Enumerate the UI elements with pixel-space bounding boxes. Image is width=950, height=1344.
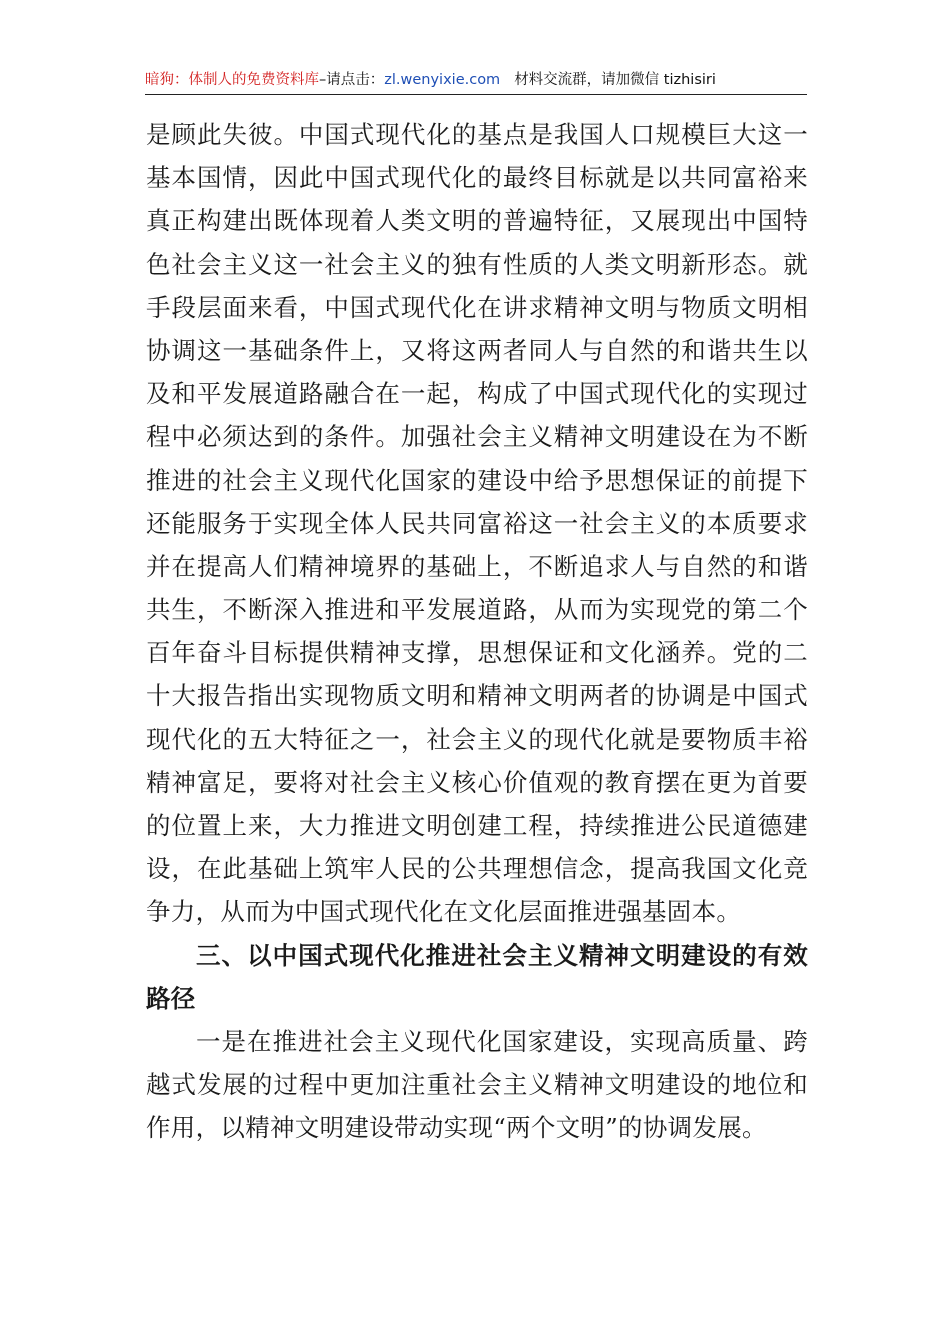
- paragraph-1: [146, 113, 808, 934]
- paragraph-2: [146, 1020, 808, 1150]
- header-wechat-note: 材料交流群，请加微信 tizhisiri: [514, 72, 716, 88]
- text-line: 共生，不断深入推进和平发展道路，从而为实现党的第二个: [146, 595, 808, 625]
- text-line: 真正构建出既体现着人类文明的普遍特征，又展现出中国特: [146, 206, 808, 236]
- text-line: 精神富足，要将对社会主义核心价值观的教育摆在更为首要: [146, 767, 808, 797]
- text-line: 百年奋斗目标提供精神支撑，思想保证和文化涵养。党的二: [146, 638, 808, 668]
- text-line: 及和平发展道路融合在一起，构成了中国式现代化的实现过: [146, 379, 808, 409]
- text-line: 色社会主义这一社会主义的独有性质的人类文明新形态。就: [146, 249, 808, 279]
- text-line: 基本国情，因此中国式现代化的最终目标就是以共同富裕来: [146, 163, 808, 193]
- document-body: [146, 113, 808, 1150]
- text-line: 现代化的五大特征之一，社会主义的现代化就是要物质丰裕: [146, 724, 808, 754]
- text-line: 手段层面来看，中国式现代化在讲求精神文明与物质文明相: [146, 292, 808, 322]
- text-line: 争力，从而为中国式现代化在文化层面推进强基固本。: [146, 897, 742, 927]
- text-line: 还能服务于实现全体人民共同富裕这一社会主义的本质要求: [146, 508, 808, 538]
- text-line: 是顾此失彼。中国式现代化的基点是我国人口规模巨大这一: [146, 120, 808, 149]
- text-line: 并在提高人们精神境界的基础上，不断追求人与自然的和谐: [146, 551, 808, 581]
- text-line: 程中必须达到的条件。加强社会主义精神文明建设在为不断: [146, 422, 808, 452]
- text-line: 推进的社会主义现代化国家的建设中给予思想保证的前提下: [146, 465, 808, 495]
- header-site-name: 暗狗：体制人的免费资料库: [145, 72, 319, 88]
- page-header: [145, 70, 807, 95]
- section-heading: [146, 934, 808, 1020]
- text-line: 十大报告指出实现物质文明和精神文明两者的协调是中国式: [146, 681, 808, 711]
- section-heading-line: 三、以中国式现代化推进社会主义精神文明建设的有效: [196, 940, 808, 970]
- text-line: 设，在此基础上筑牢人民的公共理想信念，提高我国文化竞: [146, 854, 808, 884]
- section-heading-line: 路径: [146, 983, 196, 1013]
- header-url-link[interactable]: zl.wenyixie.com: [384, 72, 501, 88]
- text-line: 越式发展的过程中更加注重社会主义精神文明建设的地位和: [146, 1070, 808, 1100]
- text-line: 协调这一基础条件上，又将这两者同人与自然的和谐共生以: [146, 335, 808, 365]
- text-line: 的位置上来，大力推进文明创建工程，持续推进公民道德建: [146, 811, 808, 840]
- text-line: 一是在推进社会主义现代化国家建设，实现高质量、跨: [196, 1026, 808, 1056]
- header-click-prompt: –请点击：: [319, 72, 385, 88]
- text-line: 作用，以精神文明建设带动实现“两个文明”的协调发展。: [146, 1113, 767, 1143]
